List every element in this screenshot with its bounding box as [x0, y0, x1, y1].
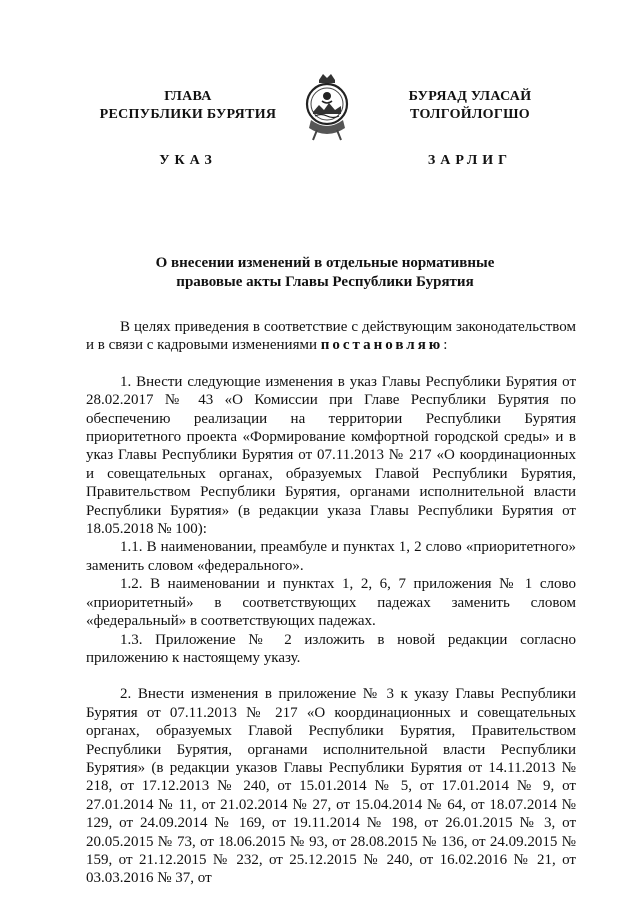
paragraph-1-2: 1.2. В наименовании и пунктах 1, 2, 6, 7 приложения № 1 слово «приоритетный» в соответствующих падежах заменить словом «федеральный» в соответствующих падежах. — [86, 576, 576, 630]
title-line2: правовые акты Главы Республики Бурятия — [176, 274, 474, 290]
header-left-line2: РЕСПУБЛИКИ БУРЯТИЯ — [99, 107, 277, 122]
preamble-end: : — [443, 337, 448, 354]
preamble-text: В целях приведения в соответствие с действующим законодательством и в связи с кадровыми изменениями — [86, 319, 576, 354]
preamble-emphasis: постановляю — [320, 337, 444, 354]
paragraph-1-3: 1.3. Приложение № 2 изложить в новой редакции согласно приложению к настоящему указу. — [86, 631, 576, 666]
document-body — [86, 318, 576, 888]
header-right — [370, 88, 570, 170]
header-left — [88, 88, 288, 170]
header-left-line1: ГЛАВА — [164, 89, 212, 104]
header-right-line2: ТОЛГОЙЛОГШО — [410, 107, 530, 122]
title-line1: О внесении изменений в отдельные нормативные — [155, 255, 495, 271]
paragraph-2: 2. Внести изменения в приложение № 3 к указу Главы Республики Бурятия от 07.11.2013 № 217 «О координационных и совещательных органах, образуемых Главой Республики Бурятия, Правительством Республики Бурятия, органами исполнительной власти Республики Бурятия» (в редакции указов Главы Республики Бурятия от 14.11.2013 № 218, от 17.12.2013 № 240, от 15.01.2014 № 5, от 17.01.2014 № 9, от 27.01.2014 № 11, от 21.02.2014 № 27, от 15.04.2014 № 64, от 18.07.2014 № 129, от 24.09.2014 № 169, от 19.11.2014 № 198, от 26.01.2015 № 3, от 20.05.2015 № 73, от 18.06.2015 № 93, от 28.08.2015 № 136, от 24.09.2015 № 159, от 21.12.2015 № 232, от 25.12.2015 № 240, от 16.02.2016 № 21, от 03.03.2016 № 37, от — [86, 686, 576, 887]
document-title — [80, 254, 570, 292]
doc-type-bur: ЗАРЛИГ — [427, 153, 513, 168]
doc-type-ru: УКАЗ — [159, 153, 217, 168]
paragraph-1-1: 1.1. В наименовании, преамбуле и пунктах 1, 2 слово «приоритетного» заменить словом «федерального». — [86, 539, 576, 574]
paragraph-1: 1. Внести следующие изменения в указ Главы Республики Бурятия от 28.02.2017 № 43 «О Комиссии при Главе Республики Бурятия по обеспечению реализации на территории Республики Бурятия приоритетного проекта «Формирование комфортной городской среды» и в указ Главы Республики Бурятия от 07.11.2013 № 217 «О координационных и совещательных органах, образуемых Главой Республики Бурятия, Правительством Республики Бурятия, органами исполнительной власти Республики Бурятия» (в редакции указа Главы Республики Бурятия от 18.05.2018 № 100): — [86, 373, 576, 538]
coat-of-arms-icon — [297, 70, 357, 142]
header-right-line1: БУРЯАД УЛАСАЙ — [408, 89, 532, 104]
preamble-paragraph — [86, 318, 576, 355]
